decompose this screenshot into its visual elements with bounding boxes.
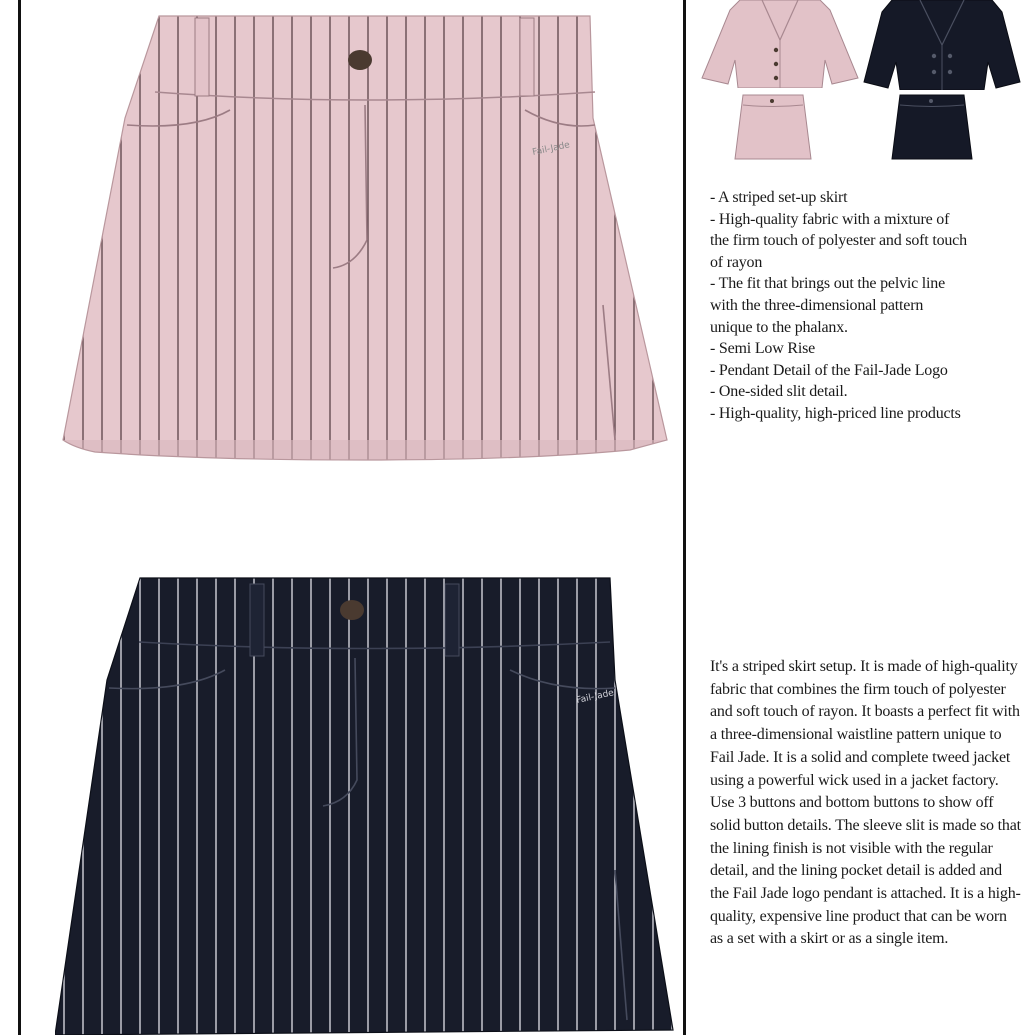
navy-skirt-thumbnail [890,93,974,163]
feature-line: - High-quality fabric with a mixture of [710,210,950,228]
left-border [18,0,21,1035]
feature-line: - Pendant Detail of the Fail-Jade Logo [710,361,948,379]
feature-line: of rayon [710,253,763,271]
feature-line: with the three-dimensional pattern [710,296,924,314]
svg-text:Fail-Jade: Fail-Jade [531,140,571,158]
pink-jacket-thumbnail [700,0,860,88]
feature-line: the firm touch of polyester and soft touch [710,232,967,250]
feature-line: - High-quality, high-priced line products [710,404,961,422]
navy-jacket-thumbnail [862,0,1022,90]
navy-skirt-image [55,570,680,1035]
feature-line: - One-sided slit detail. [710,383,848,401]
feature-line: - The fit that brings out the pelvic line [710,275,946,293]
feature-line: unique to the phalanx. [710,318,848,336]
svg-text:Fail-Jade: Fail-Jade [575,688,615,706]
feature-list [710,187,1020,425]
column-divider [683,0,686,1035]
feature-line: - Semi Low Rise [710,340,815,358]
pink-skirt-thumbnail [733,93,813,163]
product-description: It's a striped skirt setup. It is made of high-quality fabric that combines the firm touch of polyester and soft touch of rayon. It boasts a perfect fit with a three-dimensional waistline pattern unique to Fail Jade. It is a solid and complete tweed jacket using a powerful wick used in a jacket factory. Use 3 buttons and bottom buttons to show off solid button details. The sleeve slit is made so that the lining finish is not visible with the regular detail, and the lining pocket detail is added and the Fail Jade logo pendant is attached. It is a high-quality, expensive line product that can be worn as a set with a skirt or as a single item. [710,658,1021,948]
feature-line: - A striped set-up skirt [710,189,848,206]
pink-skirt-image [55,0,680,465]
